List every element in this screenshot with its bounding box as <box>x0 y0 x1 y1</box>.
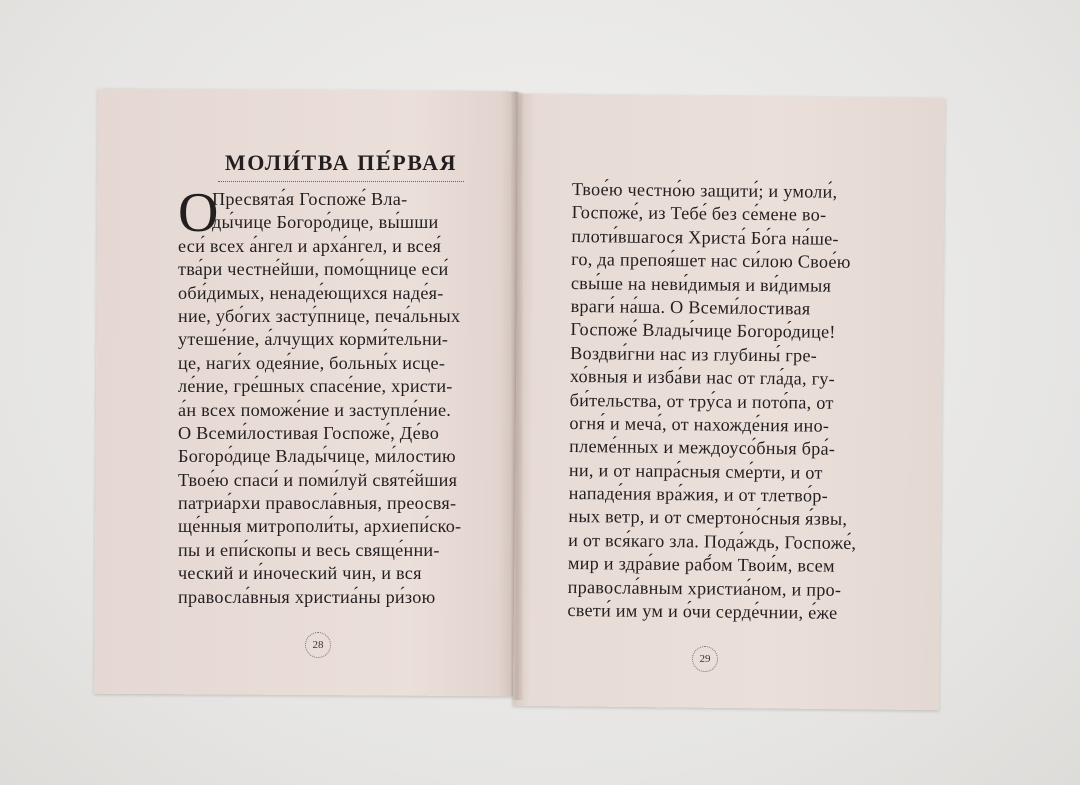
text-line: а́н всех поможе́ние и заступле́ние. <box>178 399 452 420</box>
right-page-text <box>567 178 862 625</box>
page-number-right: 29 <box>692 646 718 672</box>
text-line: хо́вныя и изба́ви нас от гла́да, гу- <box>569 366 836 389</box>
page-number-left: 28 <box>305 632 331 658</box>
left-page-content <box>178 150 468 609</box>
text-line: свы́ше на неви́димыя и ви́димыя <box>570 272 832 296</box>
text-line: ды́чице Богоро́дице, вы́шши <box>212 212 439 233</box>
right-page-content <box>567 178 862 625</box>
text-line: Богоро́дице Влады́чице, ми́лостию <box>178 446 456 467</box>
text-line: Твое́ю честно́ю защити́; и умоли́, <box>571 178 838 202</box>
text-line: ных ветр, и от смертоно́сныя я́звы, <box>568 506 848 530</box>
text-line: ческий и и́ноческий чин, и вся <box>178 563 422 584</box>
left-page-text <box>178 182 468 609</box>
text-line: мир и здра́вие раб́ом Твои́м, всем <box>567 553 835 577</box>
text-line: Воздви́гни нас из глубины́ гре- <box>570 342 818 366</box>
text-line: нападе́ния вра́жия, и от тлетво́р- <box>568 483 829 506</box>
text-line: би́тельства, от тру́са и пото́па, от <box>569 389 834 413</box>
text-line: ние, убо́гих засту́пнице, печа́льных <box>178 305 461 326</box>
text-line: плоти́вшагося Христа́ Бо́га на́ше- <box>571 225 839 249</box>
drop-cap: О <box>178 182 219 244</box>
text-line: огня́ и меча́, от нахожде́ния ино- <box>569 412 830 436</box>
text-line: Твое́ю спаси́ и поми́луй святе́йшия <box>178 469 458 490</box>
text-line: правосла́вныя христиа́ны ри́зою <box>178 586 436 607</box>
text-line: Госпоже́, из Тебе́ без се́мене во- <box>571 202 827 226</box>
text-line: утеше́ние, а́лчущих корми́тельни- <box>178 329 449 350</box>
text-line: патриа́рхи правосла́вныя, преосвя- <box>178 493 457 514</box>
prayer-title: МОЛИ́ТВА ПЕ́РВАЯ <box>218 150 464 182</box>
text-line: пы и епи́скопы и весь свяще́нни- <box>178 539 440 560</box>
text-line: ще́нныя митрополи́ты, архиепи́ско- <box>178 516 462 537</box>
text-line: го, да препоя́шет нас си́лою Свое́ю <box>571 249 851 273</box>
text-line: ле́ние, гре́шных спасе́ние, христи- <box>178 376 453 397</box>
text-line: Пресвята́я Госпоже́ Вла- <box>212 189 408 209</box>
text-line: оби́димых, ненаде́ющихся наде́я- <box>178 282 444 303</box>
text-line: еси́ всех а́нгел и арха́нгел, и всея́ <box>178 235 442 256</box>
text-line: и от вся́каго зла. Пода́ждь, Госпоже́, <box>568 529 857 553</box>
text-line: свети́ им ум и о́чи серде́чнии, е́же <box>567 600 838 623</box>
book-gutter <box>511 92 523 700</box>
text-line: О Всеми́лостивая Госпоже́, Де́во <box>178 422 440 443</box>
text-line: Госпоже́ Влады́чице Богоро́дице! <box>570 319 836 343</box>
text-line: племе́нных и междоусо́бныя бра́- <box>569 436 836 460</box>
text-line: ни, и от напра́сныя сме́рти, и от <box>568 459 823 483</box>
text-line: тва́ри честне́йши, помо́щнице еси́ <box>178 259 449 280</box>
text-line: враги́ на́ша. О Всеми́лостивая <box>570 295 811 319</box>
text-line: правосла́вным христиа́ном, и про- <box>567 576 842 600</box>
text-line: це, наги́х одея́ние, больны́х исце- <box>178 352 446 373</box>
